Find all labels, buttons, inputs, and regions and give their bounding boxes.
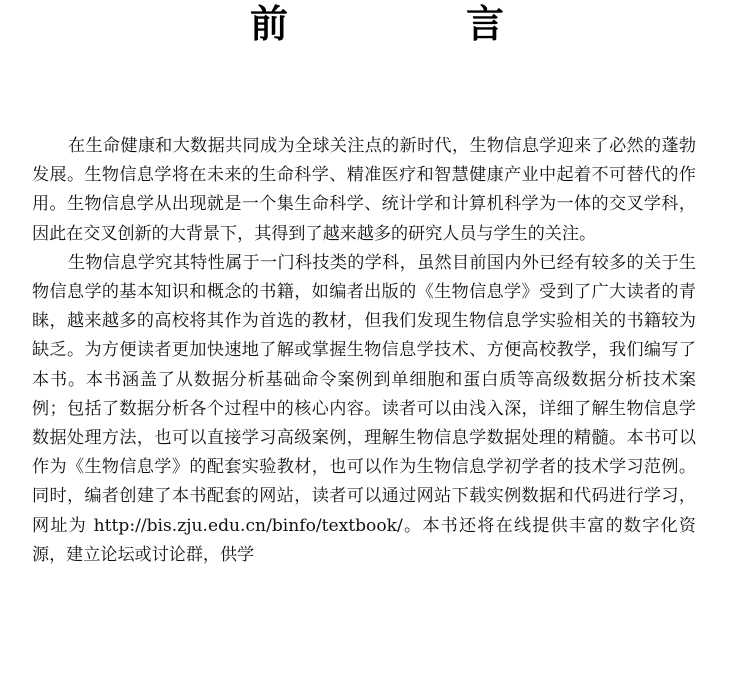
paragraph-1: 在生命健康和大数据共同成为全球关注点的新时代，生物信息学迎来了必然的蓬勃发展。生物信息学将在未来的生命科学、精准医疗和智慧健康产业中起着不可替代的作用。生物信息学从出现就是一个集生命科学、统计学和计算机科学为一体的交叉学科，因此在交叉创新的大背景下，其得到了越来越多的研究人员与学生的关注。 bbox=[32, 136, 696, 244]
paragraph-2: 生物信息学究其特性属于一门科技类的学科，虽然目前国内外已经有较多的关于生物信息学的基本知识和概念的书籍，如编者出版的《生物信息学》受到了广大读者的青睐，越来越多的高校将其作为首选的教材，但我们发现生物信息学实验相关的书籍较为缺乏。为方便读者更加快速地了解或掌握生物信息学技术、方便高校教学，我们编写了本书。本书涵盖了从数据分析基础命令案例到单细胞和蛋白质等高级数据分析技术案例；包括了数据分析各个过程中的核心内容。读者可以由浅入深，详细了解生物信息学数据处理方法，也可以直接学习高级案例，理解生物信息学数据处理的精髓。本书可以作为《生物信息学》的配套实验教材，也可以作为生物信息学初学者的技术学习范例。同时，编者创建了本书配套的网站，读者可以通过网站下载实例数据和代码进行学习，网址为 http://bis.zju.edu.cn/binfo/textbook/。本书还将在线提供丰富的数字化资源，建立论坛或讨论群，供学 bbox=[32, 252, 696, 565]
page-title: 前 言 bbox=[249, 2, 574, 46]
preface-body bbox=[32, 132, 696, 570]
